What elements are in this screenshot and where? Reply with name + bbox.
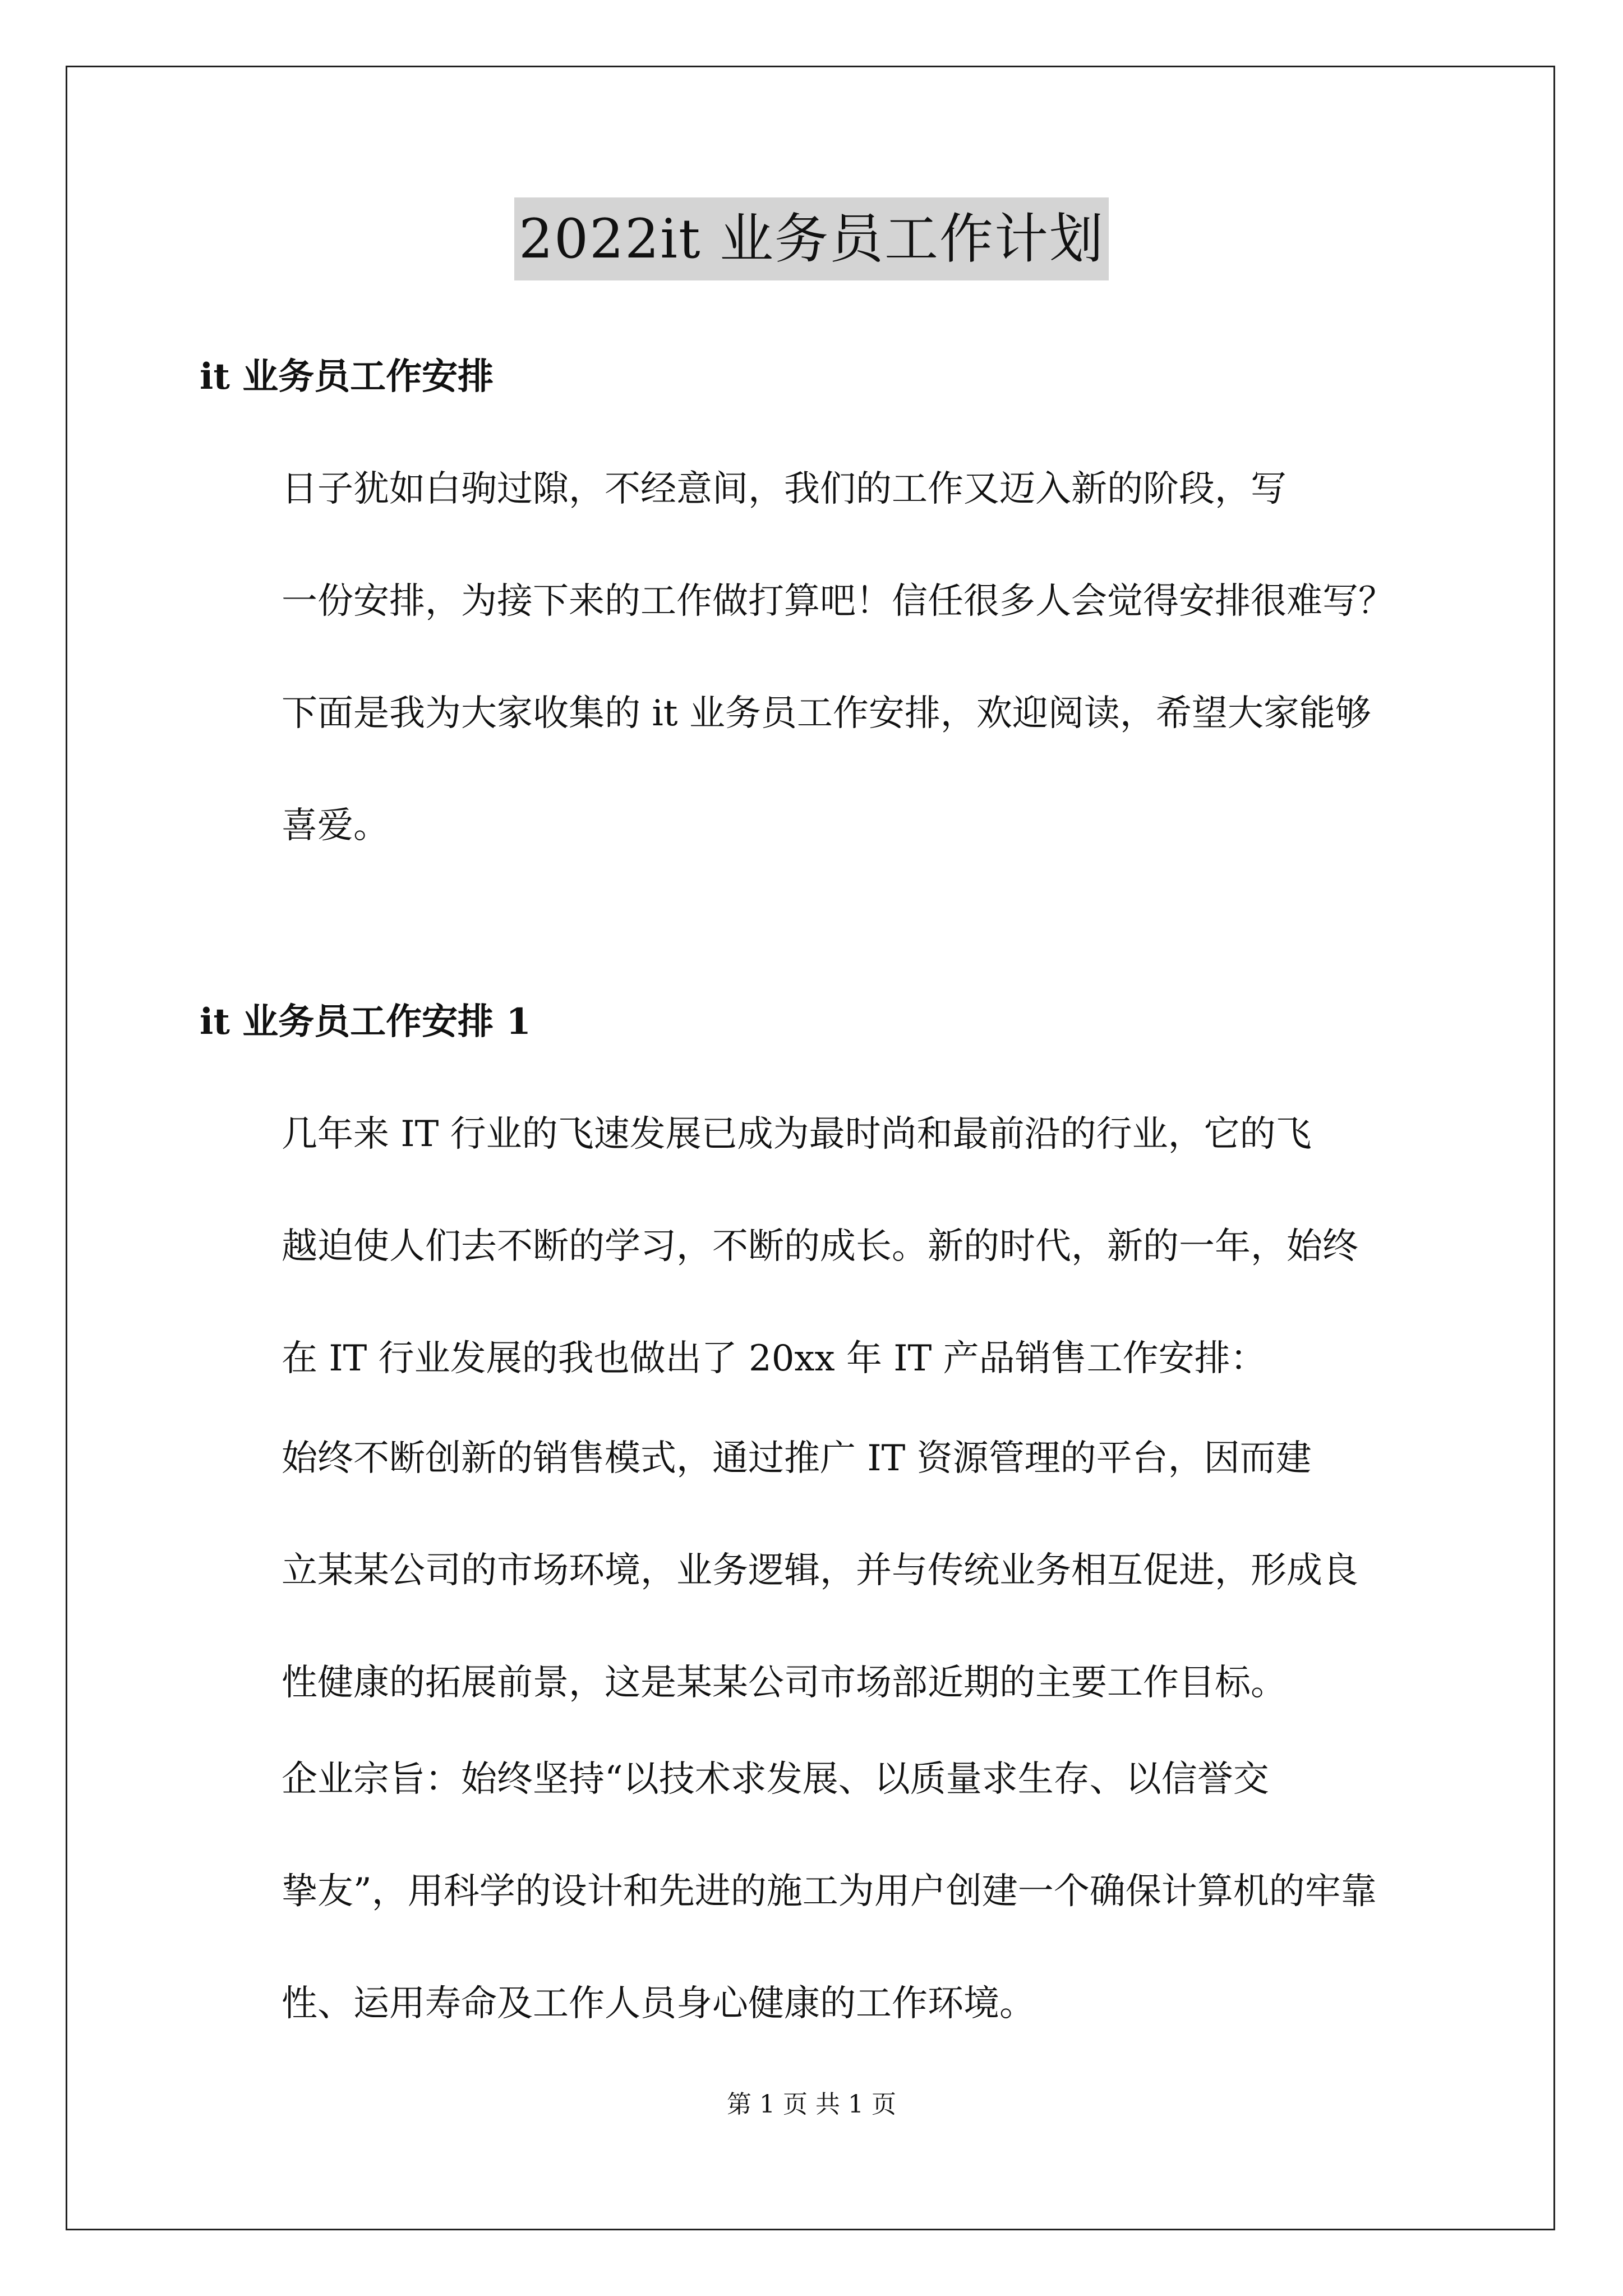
paragraph-line: 喜爱。	[282, 805, 389, 846]
paragraph-line: 几年来 IT 行业的飞速发展已成为最时尚和最前沿的行业，它的飞	[282, 1114, 1312, 1155]
paragraph-line: 始终不断创新的销售模式，通过推广 IT 资源管理的平台，因而建	[282, 1438, 1312, 1479]
paragraph-3	[200, 1723, 1433, 2060]
paragraph-line: 挚友”，用科学的设计和先进的施工为用户创建一个确保计算机的牢靠	[282, 1871, 1377, 1912]
paragraph-line: 下面是我为大家收集的 it 业务员工作安排，欢迎阅读，希望大家能够	[282, 693, 1371, 734]
title-container	[0, 197, 1623, 280]
paragraph-line: 立某某公司的市场环境，业务逻辑，并与传统业务相互促进，形成良	[282, 1550, 1358, 1591]
paragraph-1	[200, 1078, 1433, 1415]
paragraph-line: 越迫使人们去不断的学习，不断的成长。新的时代，新的一年，始终	[282, 1226, 1358, 1267]
page-footer: 第 1 页 共 1 页	[727, 2090, 896, 2119]
paragraph-line: 企业宗旨：始终坚持“以技术求发展、以质量求生存、以信誉交	[282, 1759, 1269, 1800]
paragraph-2	[200, 1402, 1433, 1739]
paragraph-line: 性健康的拓展前景，这是某某公司市场部近期的主要工作目标。	[282, 1662, 1287, 1704]
paragraph-intro	[200, 433, 1433, 882]
paragraph-line: 性、运用寿命及工作人员身心健康的工作环境。	[282, 1983, 1035, 2024]
paragraph-line: 日子犹如白驹过隙，不经意间，我们的工作又迈入新的阶段，写	[282, 468, 1287, 510]
paragraph-line: 在 IT 行业发展的我也做出了 20xx 年 IT 产品销售工作安排：	[282, 1338, 1266, 1379]
paragraph-line: 一份安排，为接下来的工作做打算吧！信任很多人会觉得安排很难写？	[282, 581, 1394, 622]
document-title: 2022it 业务员工作计划	[514, 197, 1109, 280]
section-heading-1: it 业务员工作安排	[200, 356, 494, 398]
section-heading-2: it 业务员工作安排 1	[200, 1001, 531, 1043]
